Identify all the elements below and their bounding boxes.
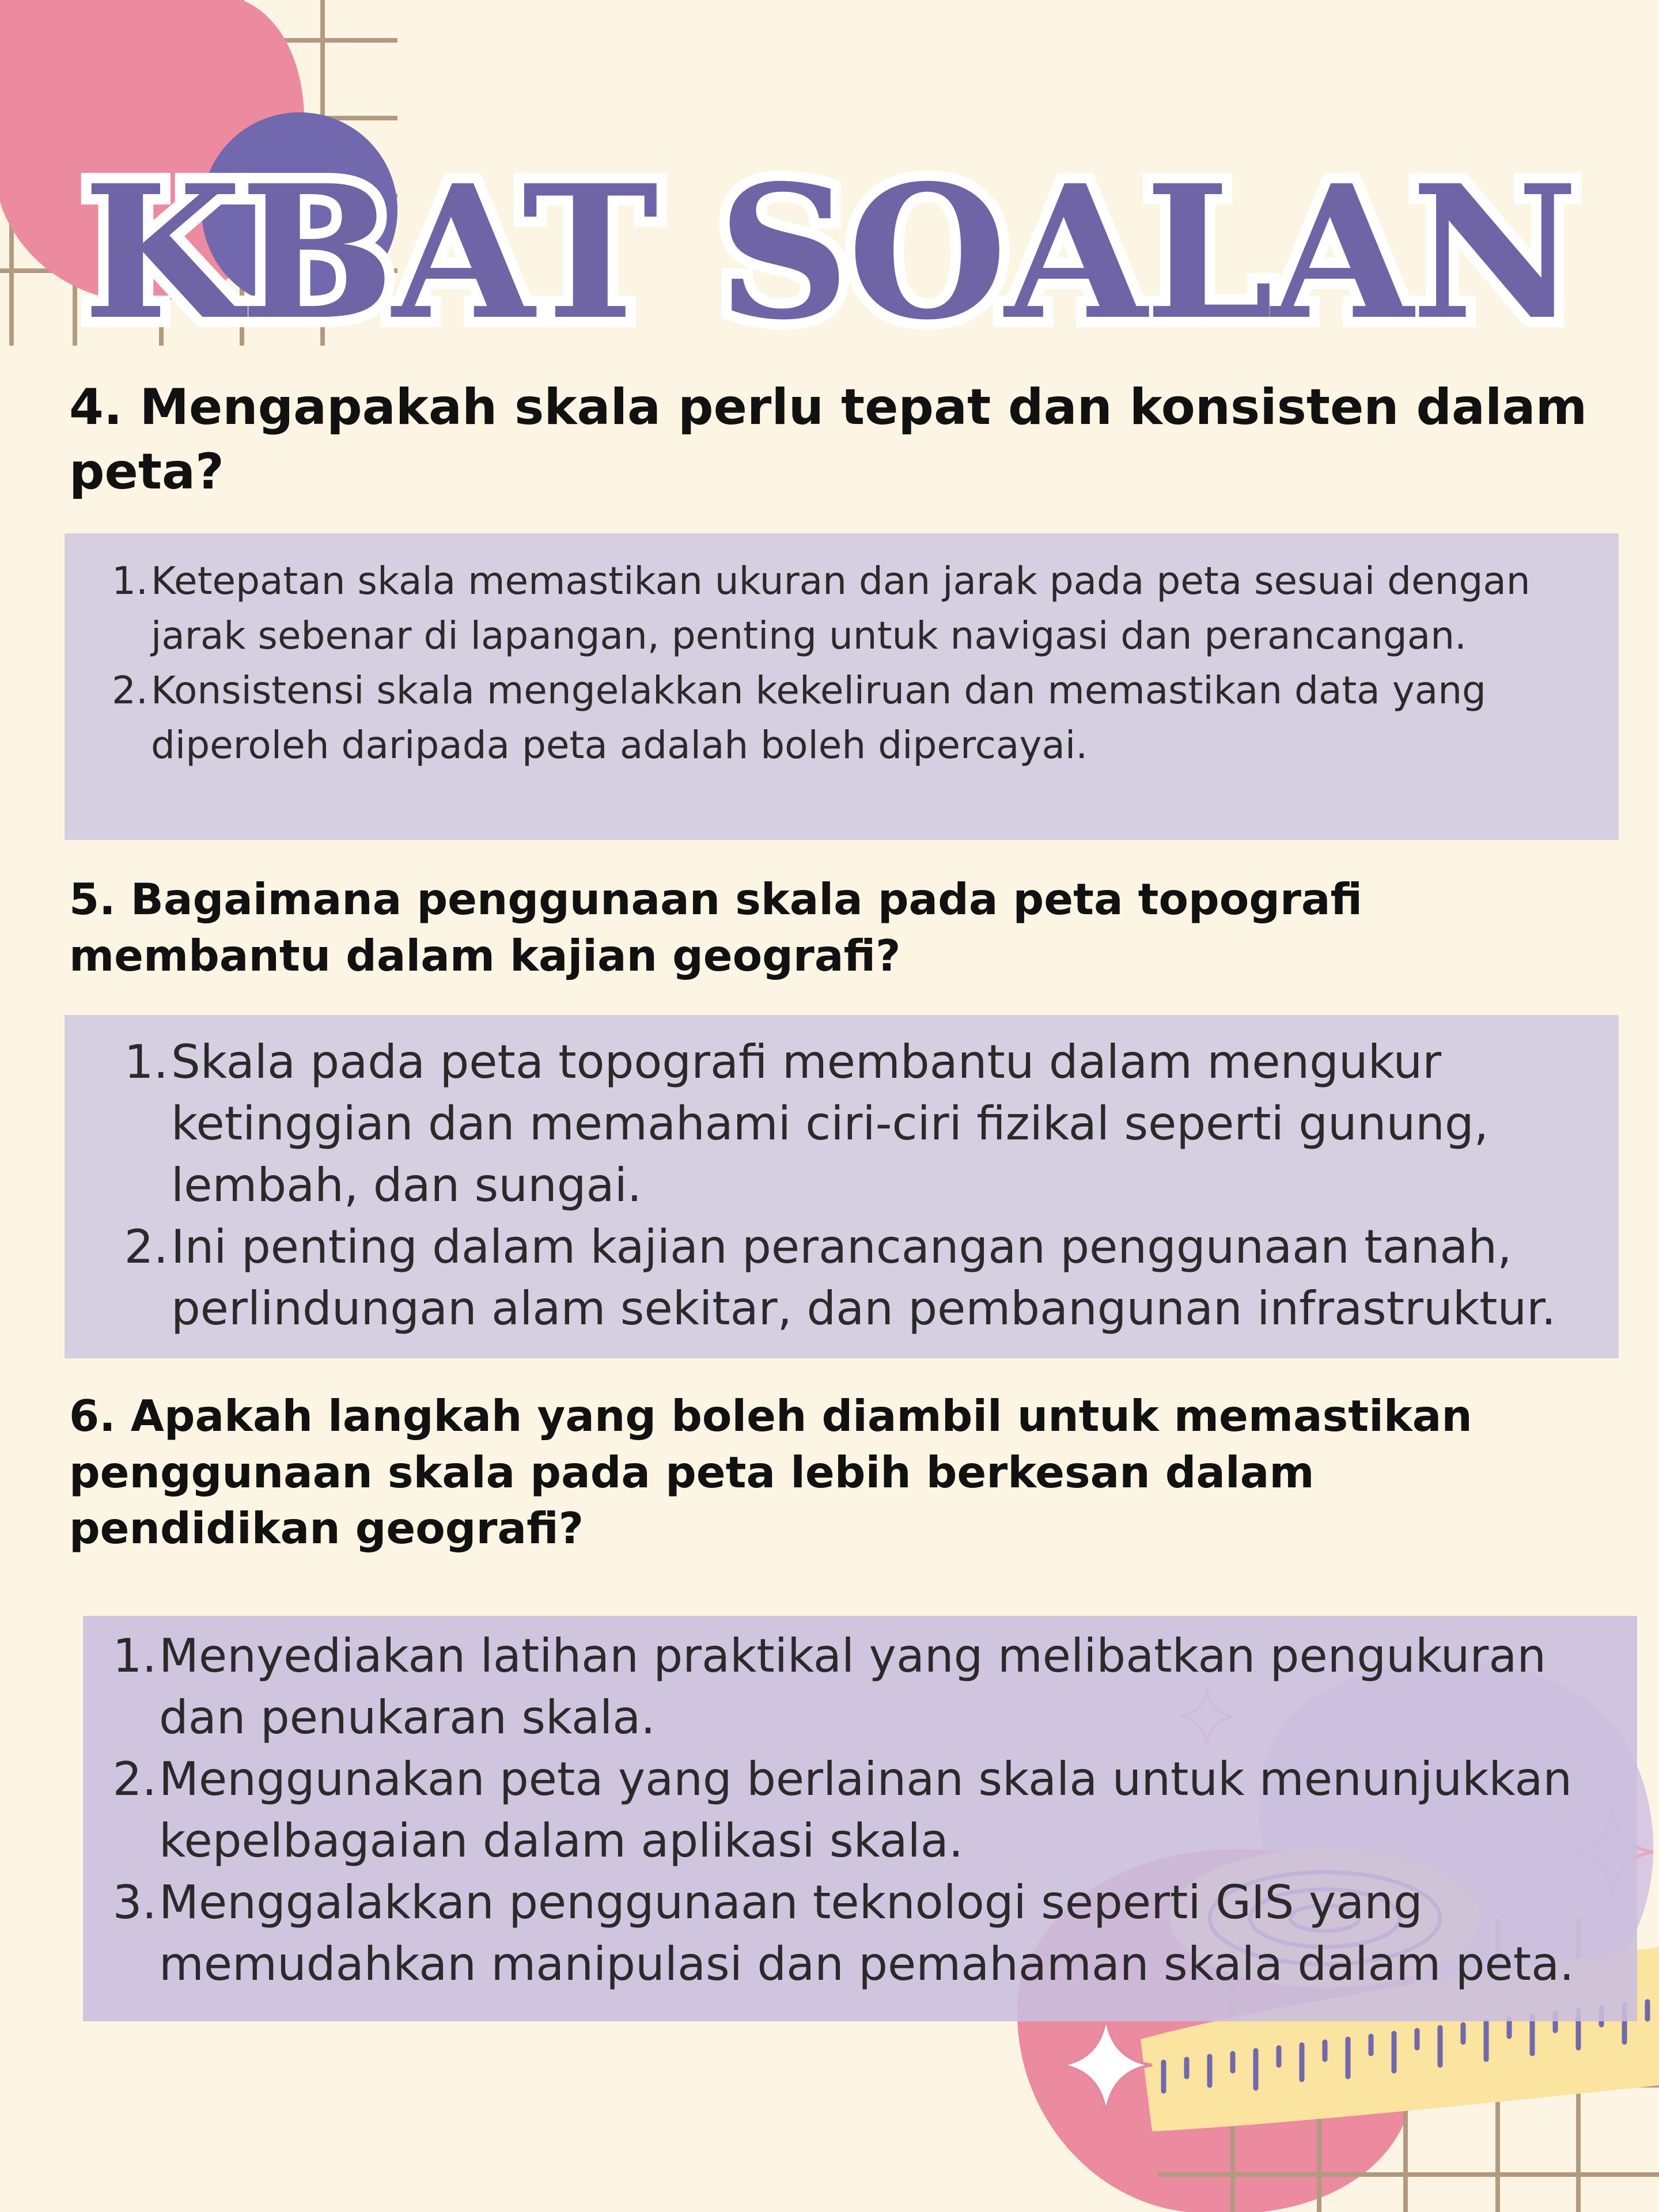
answer-text: Menyediakan latihan praktikal yang melibatkan pengukuran dan penukaran skala.	[159, 1629, 1547, 1744]
list-number: 1.	[124, 1035, 168, 1089]
question-heading: 6. Apakah langkah yang boleh diambil untuk memastikan penggunaan skala pada peta lebih berkesan dalam pendidikan geografi?	[69, 1391, 1472, 1554]
answer-panel	[65, 1015, 1619, 1358]
question-heading: 4. Mengapakah skala perlu tepat dan konsisten dalam peta?	[69, 378, 1588, 501]
list-number: 2.	[112, 668, 148, 713]
list-item	[83, 1748, 1611, 1872]
list-number: 1.	[112, 559, 148, 603]
list-number: 3.	[112, 1876, 157, 1929]
list-item	[65, 1216, 1565, 1339]
answer-panel	[83, 1616, 1637, 2021]
answer-list	[83, 1625, 1611, 1995]
list-item	[65, 554, 1614, 663]
answer-list	[65, 554, 1614, 772]
list-number: 1.	[112, 1629, 157, 1683]
answer-text: Ini penting dalam kajian perancangan penggunaan tanah, perlindungan alam sekitar, dan pembangunan infrastruktur.	[171, 1220, 1556, 1335]
list-number: 2.	[124, 1220, 168, 1274]
page-title: KBAT SOALAN	[82, 145, 1577, 360]
answer-text: Konsistensi skala mengelakkan kekeliruan dan memastikan data yang diperoleh daripada peta adalah boleh dipercayai.	[151, 668, 1486, 767]
answer-text: Skala pada peta topografi membantu dalam mengukur ketinggian dan memahami ciri-ciri fizikal seperti gunung, lembah, dan sungai.	[171, 1035, 1489, 1212]
list-item	[65, 663, 1614, 772]
list-item	[65, 1031, 1565, 1216]
answer-text: Ketepatan skala memastikan ukuran dan jarak pada peta sesuai dengan jarak sebenar di lapangan, penting untuk navigasi dan perancangan.	[151, 559, 1531, 658]
answer-list	[65, 1031, 1565, 1339]
question-heading: 5. Bagaimana penggunaan skala pada peta topografi membantu dalam kajian geografi?	[69, 874, 1363, 981]
answer-text: Menggunakan peta yang berlainan skala untuk menunjukkan kepelbagaian dalam aplikasi skala.	[159, 1752, 1573, 1868]
answer-text: Menggalakkan penggunaan teknologi seperti GIS yang memudahkan manipulasi dan pemahaman skala dalam peta.	[159, 1876, 1574, 1991]
list-item	[83, 1625, 1611, 1748]
answer-panel	[65, 533, 1619, 840]
list-item	[83, 1872, 1611, 1995]
list-number: 2.	[112, 1752, 157, 1806]
